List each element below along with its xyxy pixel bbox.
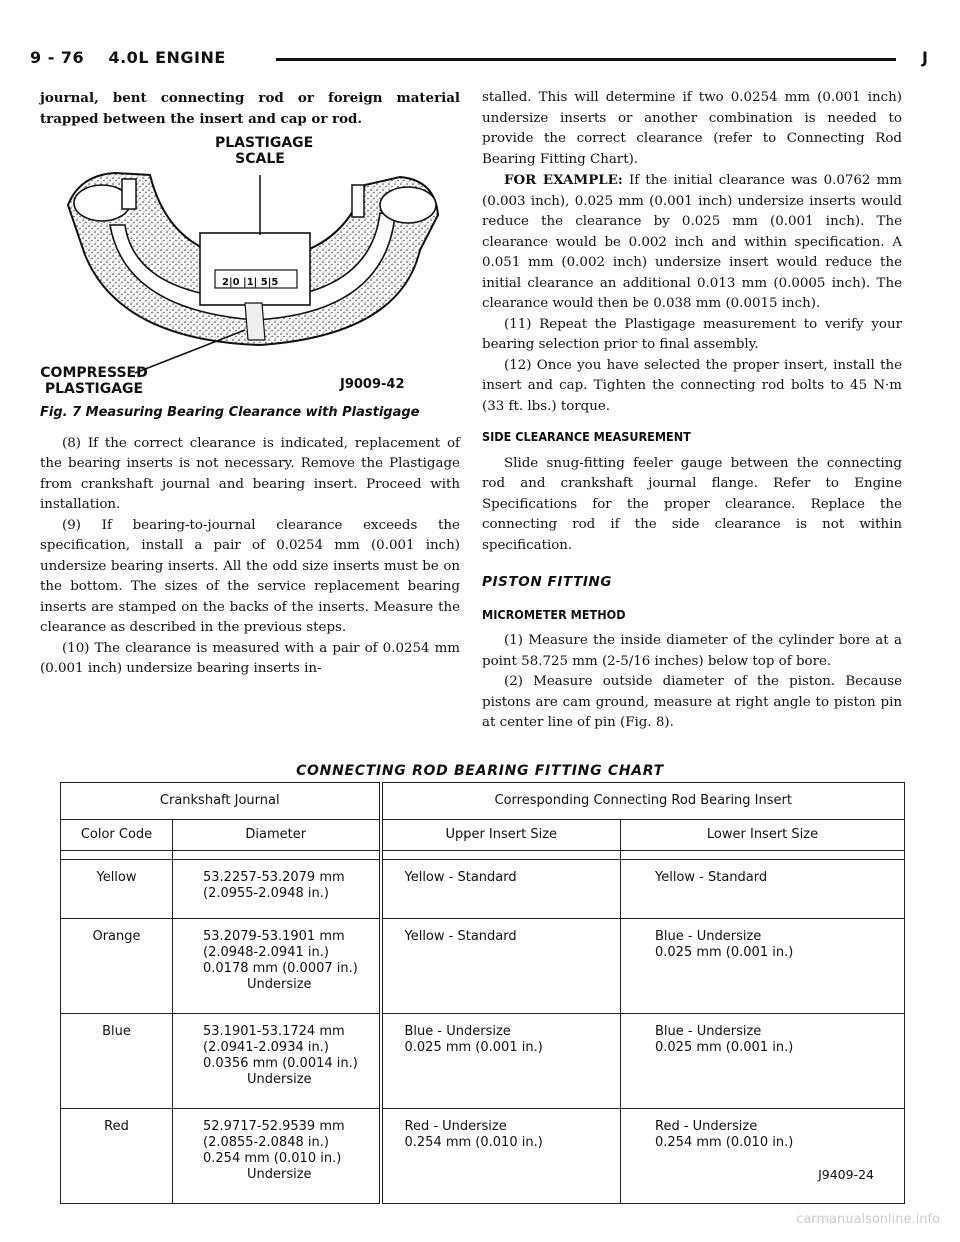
cell-upper-insert: Yellow - Standard (381, 860, 621, 919)
page-number-section: 9 - 76 4.0L ENGINE (30, 48, 226, 67)
bearing-fitting-chart (60, 782, 905, 1204)
cell-color: Yellow (61, 860, 173, 919)
header-rule (276, 58, 896, 61)
chart-column-header (61, 820, 905, 851)
col-lower-insert: Lower Insert Size (621, 820, 905, 851)
chart-title: CONNECTING ROD BEARING FITTING CHART (296, 763, 664, 779)
header-gap (61, 851, 905, 860)
cell-diameter: 52.9717-52.9539 mm (2.0855-2.0848 in.) 0.254 mm (0.010 in.) Undersize (173, 1109, 381, 1204)
table-row (61, 919, 905, 1014)
cell-lower-insert: Red - Undersize 0.254 mm (0.010 in.) (621, 1109, 905, 1204)
example-text: If the initial clearance was 0.0762 mm (0.003 inch), 0.025 mm (0.001 inch) undersize inserts would reduce the clearance by 0.025 mm (0.001 inch). The clearance would be 0.002 inch and within specification. A 0.051 mm (0.002 inch) undersize insert would reduce the initial clearance an additional 0.013 mm (0.0005 inch). The clearance would then be 0.038 mm (0.0015 inch). (482, 173, 902, 311)
table-row (61, 860, 905, 919)
group-bearing-insert: Corresponding Connecting Rod Bearing Insert (381, 783, 905, 820)
step-8: (8) If the correct clearance is indicated, replacement of the bearing inserts is not necessary. Remove the Plastigage from crankshaft journal and bearing insert. Proceed with installation. (40, 435, 460, 512)
figure-plastigage (40, 135, 460, 395)
col-upper-insert: Upper Insert Size (381, 820, 621, 851)
bearing-illustration (40, 135, 460, 395)
cell-diameter: 53.1901-53.1724 mm (2.0941-2.0934 in.) 0.0356 mm (0.0014 in.) Undersize (173, 1014, 381, 1109)
group-crankshaft-journal: Crankshaft Journal (61, 783, 381, 820)
col-color-code: Color Code (61, 820, 173, 851)
step-10-continued: stalled. This will determine if two 0.0254 mm (0.001 inch) undersize inserts or another combination is needed to provide the correct clearance (refer to Connecting Rod Bearing Fitting Chart). (482, 90, 902, 167)
figure-code: J9009-42 (340, 377, 405, 392)
page-header (30, 42, 930, 72)
cell-color: Blue (61, 1014, 173, 1109)
cell-lower-insert: Blue - Undersize 0.025 mm (0.001 in.) (621, 1014, 905, 1109)
table-row (61, 1014, 905, 1109)
chart-group-header (61, 783, 905, 820)
step-12: (12) Once you have selected the proper insert, install the insert and cap. Tighten the connecting rod bolts to 45 N·m (33 ft. lbs.) torque. (482, 357, 902, 414)
piston-fitting-heading: PISTON FITTING (482, 574, 613, 590)
example-paragraph (482, 170, 902, 315)
figure-caption: Fig. 7 Measuring Bearing Clearance with Plastigage (40, 405, 420, 420)
example-label: FOR EXAMPLE: (504, 172, 623, 188)
micrometer-step-1: (1) Measure the inside diameter of the cylinder bore at a point 58.725 mm (2-5/16 inches) below top of bore. (482, 633, 902, 669)
scale-marks: 2|0 |1| 5|5 (222, 277, 279, 288)
cell-color: Red (61, 1109, 173, 1204)
label-compressed-plastigage: COMPRESSED PLASTIGAGE (40, 365, 148, 397)
step-11: (11) Repeat the Plastigage measurement to verify your bearing selection prior to final assembly. (482, 316, 902, 352)
side-clearance-text: Slide snug-fitting feeler gauge between the connecting rod and crankshaft journal flange. Refer to Engine Specifications for the proper clearance. Replace the connecting rod if the side clearance is not within specification. (482, 455, 902, 553)
step-10: (10) The clearance is measured with a pair of 0.0254 mm (0.001 inch) undersize bearing inserts in- (40, 640, 460, 676)
footer-watermark: carmanualsonline.info (796, 1212, 940, 1227)
chart-code: J9409-24 (818, 1167, 874, 1182)
cell-diameter: 53.2079-53.1901 mm (2.0948-2.0941 in.) 0.0178 mm (0.0007 in.) Undersize (173, 919, 381, 1014)
micrometer-method-heading: MICROMETER METHOD (482, 606, 626, 622)
col-diameter: Diameter (173, 820, 381, 851)
micrometer-step-2: (2) Measure outside diameter of the piston. Because pistons are cam ground, measure at right angle to piston pin at center line of pin (Fig. 8). (482, 674, 902, 730)
step-9: (9) If bearing-to-journal clearance exceeds the specification, install a pair of 0.0254 mm (0.001 inch) undersize bearing inserts. All the odd size inserts must be on the bottom. The sizes of the service replacement bearing inserts are stamped on the backs of the inserts. Measure the clearance as described in the previous steps. (40, 517, 460, 635)
table-row (61, 1109, 905, 1204)
cell-lower-insert: Yellow - Standard (621, 860, 905, 919)
cell-lower-insert: Blue - Undersize 0.025 mm (0.001 in.) (621, 919, 905, 1014)
right-column (482, 88, 902, 734)
header-marker: J (922, 48, 928, 67)
cell-upper-insert: Red - Undersize 0.254 mm (0.010 in.) (381, 1109, 621, 1204)
left-column (40, 88, 460, 680)
cell-color: Orange (61, 919, 173, 1014)
cell-diameter: 53.2257-53.2079 mm (2.0955-2.0948 in.) (173, 860, 381, 919)
cell-upper-insert: Yellow - Standard (381, 919, 621, 1014)
label-plastigage-scale: PLASTIGAGE SCALE (215, 135, 314, 167)
cell-upper-insert: Blue - Undersize 0.025 mm (0.001 in.) (381, 1014, 621, 1109)
intro-text: journal, bent connecting rod or foreign material trapped between the insert and cap or rod. (40, 90, 460, 127)
side-clearance-heading: SIDE CLEARANCE MEASUREMENT (482, 429, 691, 444)
